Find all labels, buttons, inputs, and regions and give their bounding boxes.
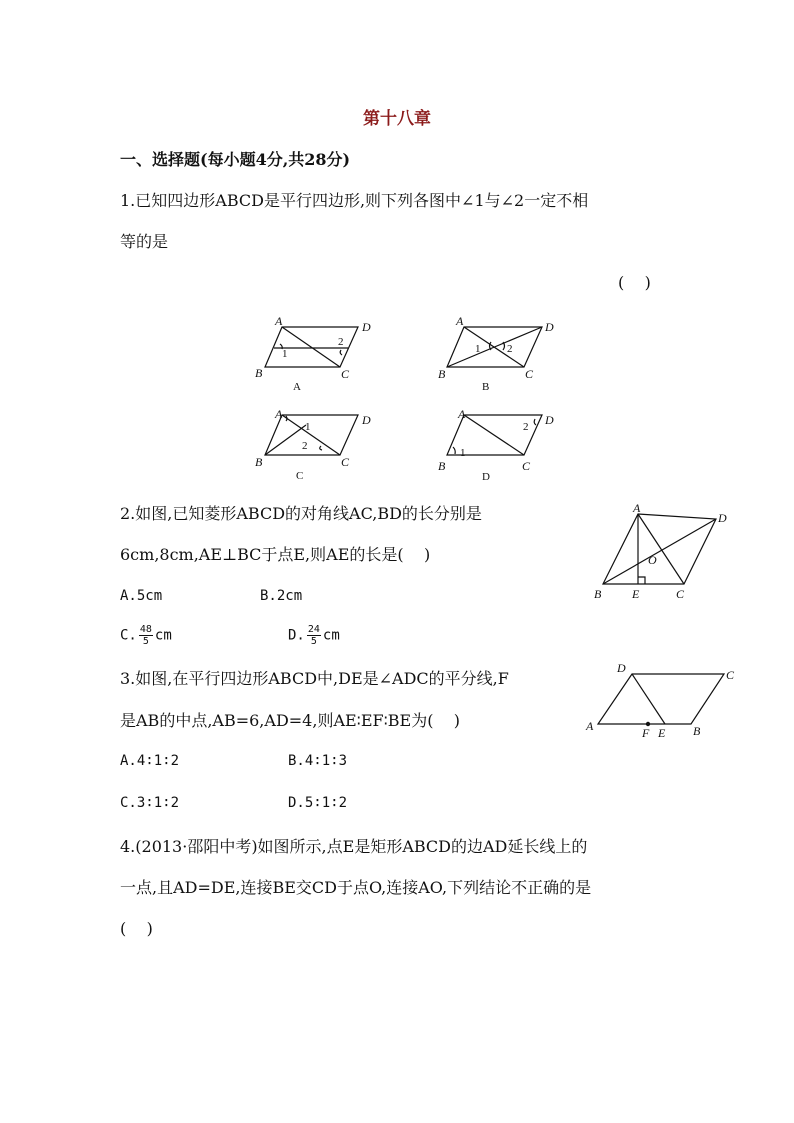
q1-fig-b-label-a: A xyxy=(456,314,464,328)
q4-text-line2: 一点,且AD=DE,连接BE交CD于点O,连接AO,下列结论不正确的是 xyxy=(120,878,592,897)
q2-option-d: D. $\frac{24}{5}$ cm xyxy=(288,624,340,647)
q2-label-b: B xyxy=(594,587,602,601)
q1-fig-d-label-a: A xyxy=(458,407,466,421)
q2-option-b: B.2cm xyxy=(260,588,303,604)
q1-fig-b-label-c: C xyxy=(525,367,534,381)
q1-fig-d-angle2: 2 xyxy=(523,421,529,433)
q1-fig-c-diagonal xyxy=(282,415,340,455)
q1-figures xyxy=(250,312,570,484)
q1-fig-b-caption: B xyxy=(482,381,490,393)
q3-parallelogram-figure xyxy=(582,658,742,740)
q1-fig-a-label-d: D xyxy=(362,320,371,334)
q2-right-angle-mark xyxy=(638,577,645,584)
q1-fig-c-angle2: 2 xyxy=(302,440,308,452)
q1-fig-a-caption: A xyxy=(293,381,301,393)
q1-fig-a-angle1: 1 xyxy=(282,348,288,360)
q1-fig-c-caption: C xyxy=(296,470,304,482)
q2-option-a: A.5cm xyxy=(120,588,163,604)
q3-label-b: B xyxy=(693,724,701,738)
q3-label-d: D xyxy=(617,661,626,675)
q2-diagonal-bd xyxy=(603,519,716,584)
q1-fig-c-angle1: 1 xyxy=(305,421,311,433)
q1-fig-a-label-a: A xyxy=(275,314,283,328)
page-title: 第十八章 xyxy=(363,109,431,129)
q2-label-c: C xyxy=(676,587,685,601)
q1-fig-b-label-b: B xyxy=(438,367,446,381)
q1-fig-b-angle1: 1 xyxy=(475,343,481,355)
q1-fig-d-diagonal xyxy=(464,415,524,455)
q2-label-o: O xyxy=(648,553,657,567)
q4-answer-bracket: ( ) xyxy=(120,919,153,938)
q2-rhombus-figure xyxy=(588,500,738,605)
q1-fig-c-label-c: C xyxy=(341,455,350,469)
q1-fig-d-angle1: 1 xyxy=(460,447,466,459)
q2-label-e: E xyxy=(632,587,640,601)
q1-fig-c-label-b: B xyxy=(255,455,263,469)
q1-text-line2: 等的是 xyxy=(120,232,169,251)
q4-text-line1: 4.(2013·邵阳中考)如图所示,点E是矩形ABCD的边AD延长线上的 xyxy=(120,837,588,856)
q1-fig-b-label-d: D xyxy=(545,320,554,334)
q1-fig-d-label-c: C xyxy=(522,459,531,473)
q3-text-line1: 3.如图,在平行四边形ABCD中,DE是∠ADC的平分线,F xyxy=(120,669,509,688)
q3-label-a: A xyxy=(586,719,594,733)
q3-parallelogram xyxy=(598,674,724,724)
q3-bisector-de xyxy=(632,674,665,724)
q1-fig-a-label-c: C xyxy=(341,367,350,381)
q1-fig-c-label-a: A xyxy=(275,407,283,421)
q2-text-line2: 6cm,8cm,AE⊥BC于点E,则AE的长是( ) xyxy=(120,545,431,564)
q2-label-d: D xyxy=(718,511,727,525)
q1-fig-d-caption: D xyxy=(482,471,490,483)
q3-label-c: C xyxy=(726,668,735,682)
q2-text-line1: 2.如图,已知菱形ABCD的对角线AC,BD的长分别是 xyxy=(120,504,482,523)
q3-option-d: D.5∶1∶2 xyxy=(288,795,348,811)
q3-label-f: F xyxy=(642,726,650,740)
q1-fig-a-diagonal xyxy=(282,327,340,367)
q3-label-e: E xyxy=(658,726,666,740)
q1-fig-a-label-b: B xyxy=(255,366,263,380)
q3-text-line2: 是AB的中点,AB=6,AD=4,则AE∶EF∶BE为( ) xyxy=(120,711,461,730)
q1-answer-bracket: ( ) xyxy=(618,273,651,292)
q3-option-b: B.4∶1∶3 xyxy=(288,753,348,769)
section-heading: 一、选择题(每小题4分,共28分) xyxy=(120,150,351,169)
q1-text-line1: 1.已知四边形ABCD是平行四边形,则下列各图中∠1与∠2一定不相 xyxy=(120,191,589,210)
q3-option-a: A.4∶1∶2 xyxy=(120,753,180,769)
q1-fig-d-label-b: B xyxy=(438,459,446,473)
q3-option-c: C.3∶1∶2 xyxy=(120,795,180,811)
q2-label-a: A xyxy=(633,501,641,515)
q1-fig-a-angle2: 2 xyxy=(338,336,344,348)
q2-rhombus xyxy=(603,514,716,584)
q1-fig-b-angle2: 2 xyxy=(507,343,513,355)
q2-diagonal-ac xyxy=(638,514,684,584)
q1-fig-d-label-d: D xyxy=(545,413,554,427)
q1-fig-c-label-d: D xyxy=(362,413,371,427)
q2-option-c: C. $\frac{48}{5}$ cm xyxy=(120,624,172,647)
